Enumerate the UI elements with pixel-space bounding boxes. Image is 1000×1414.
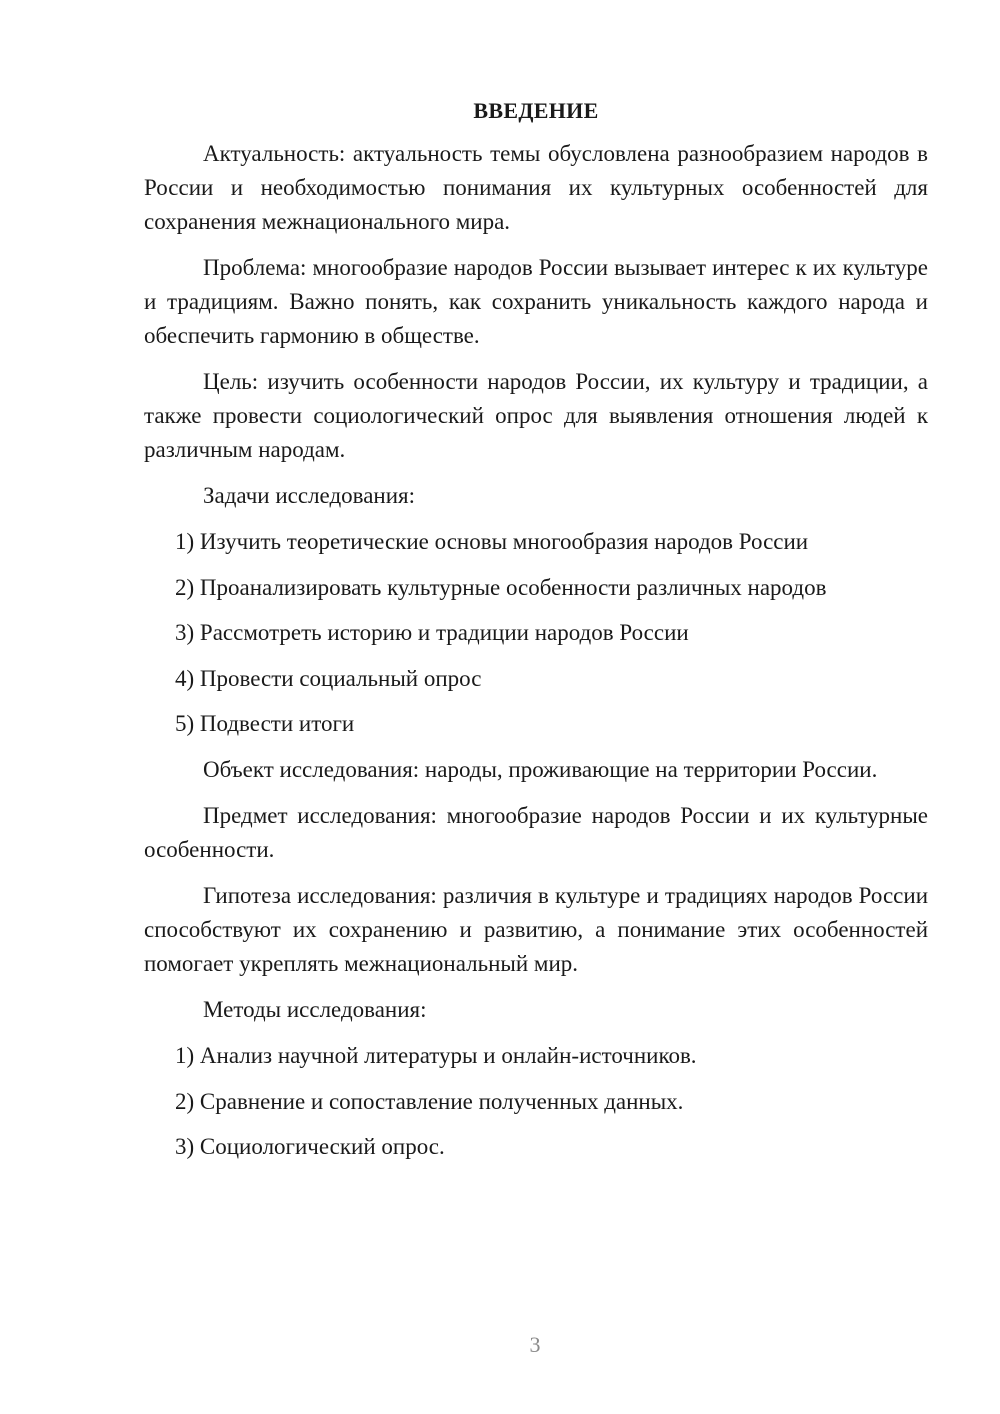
list-item: 1) Изучить теоретические основы многообразия народов России [175, 529, 809, 554]
paragraph-subject: Предмет исследования: многообразие народов России и их культурные особенности. [144, 803, 928, 862]
tasks-heading: Задачи исследования: [203, 483, 416, 508]
paragraph-problem: Проблема: многообразие народов России вызывает интерес к их культуре и традициям. Важно понять, как сохранить уникальность каждого народа и обеспечить гармонию в обществе. [144, 255, 928, 348]
list-item: 2) Проанализировать культурные особенности различных народов [175, 574, 827, 600]
tasks-list [144, 525, 928, 741]
page-content [144, 96, 928, 1176]
paragraph-hypothesis: Гипотеза исследования: различия в культуре и традициях народов России способствуют их сохранению и развитию, а понимание этих особенностей помогает укреплять межнациональный мир. [144, 883, 928, 976]
list-item: 4) Провести социальный опрос [175, 665, 482, 691]
methods-heading: Методы исследования: [203, 997, 427, 1022]
list-item: 5) Подвести итоги [175, 711, 355, 736]
methods-list [144, 1039, 928, 1164]
paragraph-object: Объект исследования: народы, проживающие на территории России. [203, 757, 878, 782]
list-item: 1) Анализ научной литературы и онлайн-источников. [175, 1043, 697, 1068]
list-item: 3) Социологический опрос. [175, 1134, 445, 1159]
paragraph-goal: Цель: изучить особенности народов России, их культуру и традиции, а также провести социологический опрос для выявления отношения людей к различным народам. [144, 369, 928, 462]
list-item: 2) Сравнение и сопоставление полученных данных. [175, 1088, 684, 1114]
paragraph-relevance: Актуальность: актуальность темы обусловлена разнообразием народов в России и необходимостью понимания их культурных особенностей для сохранения межнационального мира. [144, 141, 928, 234]
list-item: 3) Рассмотреть историю и традиции народов России [175, 620, 689, 645]
page-number: 3 [529, 1332, 541, 1357]
section-title: ВВЕДЕНИЕ [473, 98, 599, 123]
